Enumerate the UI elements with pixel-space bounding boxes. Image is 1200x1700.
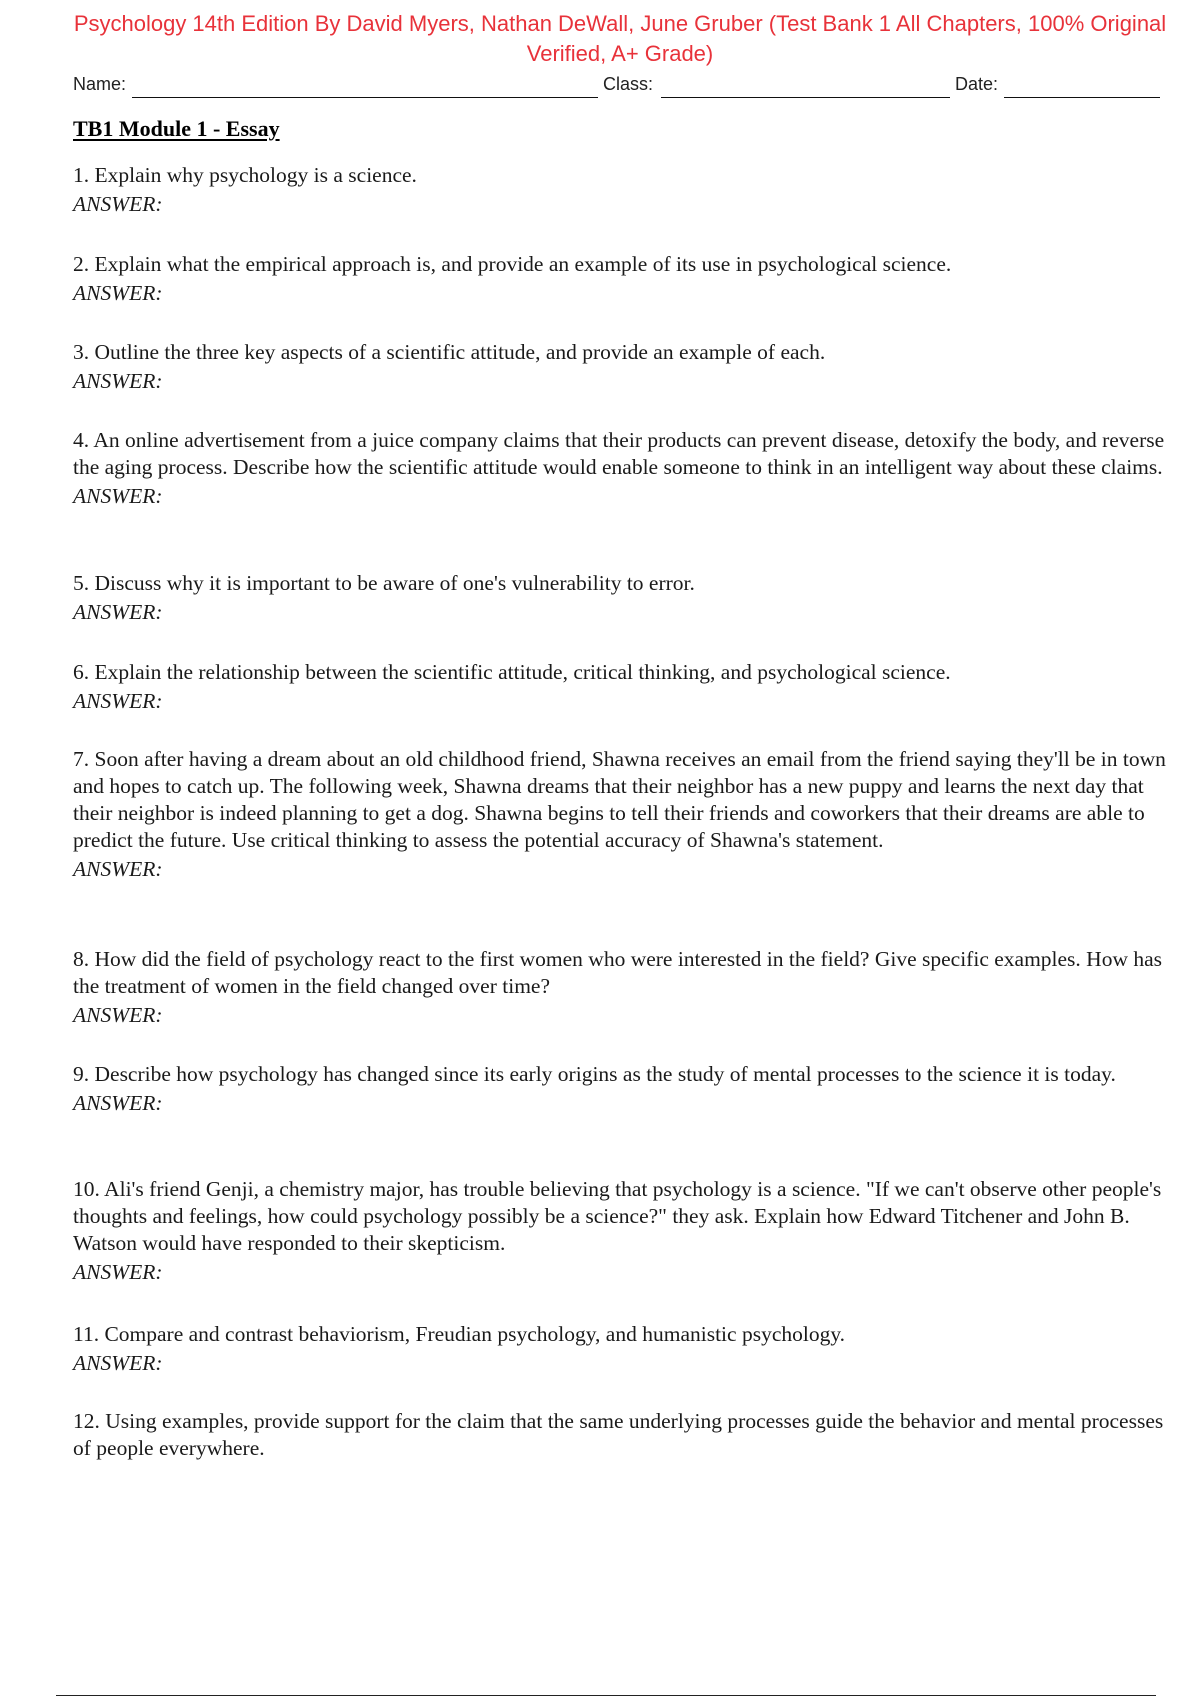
date-label: Date: xyxy=(955,74,999,94)
question-item xyxy=(73,1408,1168,1462)
answer-label: ANSWER: xyxy=(73,1091,163,1115)
question-text: 8. How did the field of psychology react to the first women who were interested in the field? Give specific examples. How has the treatment of women in the field changed over time? xyxy=(73,947,1163,998)
answer-label: ANSWER: xyxy=(73,857,163,881)
student-info-row xyxy=(0,72,1200,102)
class-label: Class: xyxy=(603,74,654,94)
module-heading: TB1 Module 1 - Essay xyxy=(73,116,280,141)
question-text: 3. Outline the three key aspects of a scientific attitude, and provide an example of each. xyxy=(73,340,826,364)
answer-label: ANSWER: xyxy=(73,1260,163,1284)
footer-divider xyxy=(56,1695,1156,1696)
question-item xyxy=(73,1061,1168,1117)
name-label: Name: xyxy=(73,74,127,94)
question-text: 5. Discuss why it is important to be aware of one's vulnerability to error. xyxy=(73,571,695,595)
question-item xyxy=(73,1176,1168,1286)
class-blank-line xyxy=(661,97,950,98)
answer-label: ANSWER: xyxy=(73,1351,163,1375)
question-text: 1. Explain why psychology is a science. xyxy=(73,163,417,187)
answer-label: ANSWER: xyxy=(73,600,163,624)
answer-label: ANSWER: xyxy=(73,192,163,216)
question-item xyxy=(73,427,1168,510)
question-text: 12. Using examples, provide support for the claim that the same underlying processes guide the behavior and mental processes of people everywhere. xyxy=(73,1409,1164,1460)
answer-label: ANSWER: xyxy=(73,1003,163,1027)
question-text: 9. Describe how psychology has changed since its early origins as the study of mental processes to the science it is today. xyxy=(73,1062,1116,1086)
question-item xyxy=(73,339,1168,395)
question-item xyxy=(73,1321,1168,1377)
question-item xyxy=(73,746,1168,883)
name-blank-line xyxy=(132,97,598,98)
question-text: 7. Soon after having a dream about an old childhood friend, Shawna receives an email from the friend saying they'll be in town and hopes to catch up. The following week, Shawna dreams that their neighbor has a new puppy and learns the next day that their neighbor is indeed planning to get a dog. Shawna begins to tell their friends and coworkers that their dreams are able to predict the future. Use critical thinking to assess the potential accuracy of Shawna's statement. xyxy=(73,747,1166,852)
date-blank-line xyxy=(1004,97,1160,98)
question-item xyxy=(73,946,1168,1029)
question-text: 6. Explain the relationship between the scientific attitude, critical thinking, and psychological science. xyxy=(73,660,951,684)
question-item xyxy=(73,251,1168,307)
answer-label: ANSWER: xyxy=(73,484,163,508)
answer-label: ANSWER: xyxy=(73,281,163,305)
question-text: 11. Compare and contrast behaviorism, Freudian psychology, and humanistic psychology. xyxy=(73,1322,846,1346)
question-item xyxy=(73,659,1168,715)
answer-label: ANSWER: xyxy=(73,689,163,713)
document-title: Psychology 14th Edition By David Myers, Nathan DeWall, June Gruber (Test Bank 1 All Chapters, 100% Original Verified, A+ Grade) xyxy=(73,11,1167,66)
question-text: 10. Ali's friend Genji, a chemistry major, has trouble believing that psychology is a science. "If we can't observe other people's thoughts and feelings, how could psychology possibly be a science?" they ask. Explain how Edward Titchener and John B. Watson would have responded to their skepticism. xyxy=(73,1177,1162,1255)
question-text: 2. Explain what the empirical approach is, and provide an example of its use in psychological science. xyxy=(73,252,952,276)
answer-label: ANSWER: xyxy=(73,369,163,393)
question-item xyxy=(73,570,1168,626)
question-item xyxy=(73,162,1168,218)
question-text: 4. An online advertisement from a juice company claims that their products can prevent disease, detoxify the body, and reverse the aging process. Describe how the scientific attitude would enable someone to think in an intelligent way about these claims. xyxy=(73,428,1165,479)
